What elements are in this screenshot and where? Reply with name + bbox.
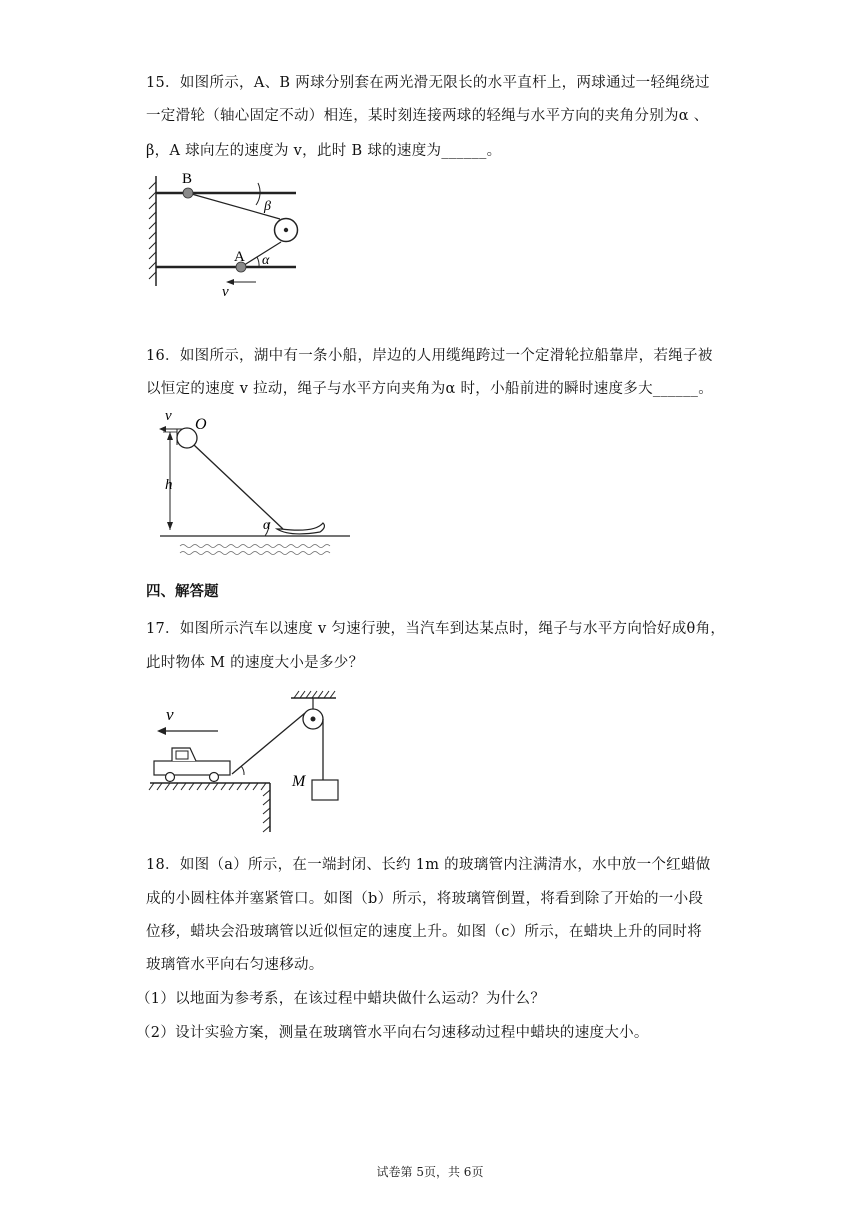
label-h: h <box>165 477 173 493</box>
q18-line3: 位移，蜡块会沿玻璃管以近似恒定的速度上升。如图（c）所示，在蜡块上升的同时将 <box>146 924 703 940</box>
q18-line2: 成的小圆柱体并塞紧管口。如图（b）所示，将玻璃管倒置，将看到除了开始的一小段 <box>146 891 704 907</box>
q18-line4: 玻璃管水平向右匀速移动。 <box>146 957 324 973</box>
label-b: B <box>182 171 193 187</box>
label-v: v <box>165 408 172 424</box>
q15-line3: β，A 球向左的速度为 v，此时 B 球的速度为______。 <box>146 143 502 159</box>
ball-b <box>183 188 193 198</box>
page-footer: 试卷第 5页，共 6页 <box>376 1165 484 1179</box>
label-a: A <box>234 249 245 265</box>
label-alpha: α <box>262 253 270 268</box>
q15-line1: 15．如图所示，A、B 两球分别套在两光滑无限长的水平直杆上，两球通过一轻绳绕过 <box>146 75 710 91</box>
label-v: v <box>222 284 229 298</box>
q17-line1: 17．如图所示汽车以速度 v 匀速行驶，当汽车到达某点时，绳子与水平方向恰好成θ角， <box>146 621 726 637</box>
label-beta: β <box>264 199 271 214</box>
label-m: M <box>292 773 306 790</box>
section-heading: 四、解答题 <box>146 584 219 600</box>
q17-line2: 此时物体 M 的速度大小是多少？ <box>146 655 364 671</box>
q17-figure <box>148 686 358 836</box>
label-o: O <box>195 416 207 433</box>
q15-line2: 一定滑轮（轴心固定不动）相连，某时刻连接两球的轻绳与水平方向的夹角分别为α 、 <box>146 108 709 124</box>
label-alpha: α <box>263 518 271 533</box>
q16-line2: 以恒定的速度 v 拉动，绳子与水平方向夹角为α 时，小船前进的瞬时速度多大______。 <box>146 381 714 397</box>
label-v: v <box>166 705 174 724</box>
q18-line1: 18．如图（a）所示，在一端封闭、长约 1m 的玻璃管内注满清水，水中放一个红蜡做 <box>146 857 711 873</box>
q15-figure <box>148 168 318 298</box>
q18-sub1: （1）以地面为参考系，在该过程中蜡块做什么运动？为什么？ <box>136 991 546 1007</box>
q16-line1: 16．如图所示，湖中有一条小船，岸边的人用缆绳跨过一个定滑轮拉船靠岸，若绳子被 <box>146 348 713 364</box>
q16-figure <box>155 405 360 557</box>
q18-sub2: （2）设计实验方案，测量在玻璃管水平向右匀速移动过程中蜡块的速度大小。 <box>136 1025 649 1041</box>
